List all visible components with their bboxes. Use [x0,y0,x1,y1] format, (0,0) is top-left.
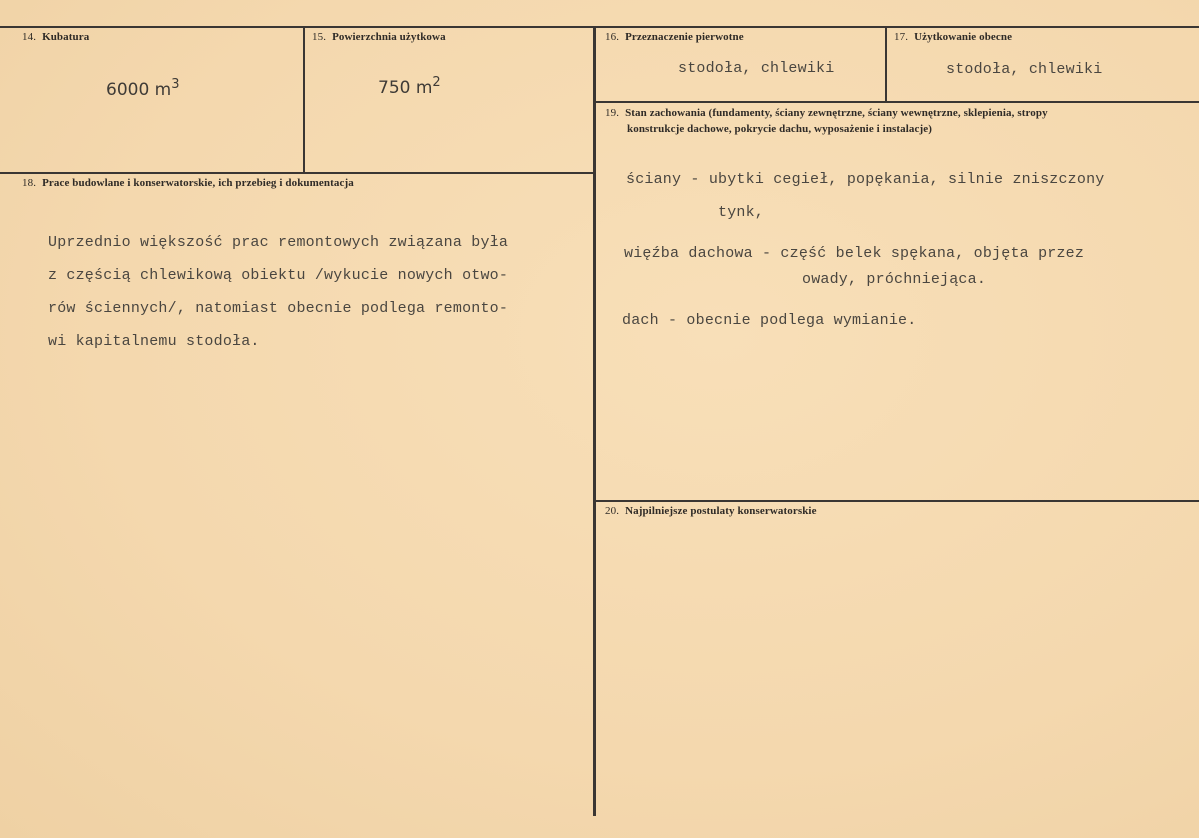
divider-14-15 [303,26,305,172]
divider-16-17 [885,26,887,102]
field-19-line-1: ściany - ubytki cegieł, popękania, silnie zniszczony [626,171,1105,188]
top-rule [0,26,1199,28]
field-19-title: Stan zachowania (fundamenty, ściany zewnętrzne, ściany wewnętrzne, sklepienia, stropy [625,107,1048,119]
field-16-value: stodoła, chlewiki [678,60,835,77]
field-15-value [378,75,441,98]
field-18-line-3: rów ściennych/, natomiast obecnie podlega remonto- [48,300,509,317]
field-18-label [22,177,354,189]
left-col-divider [593,26,596,816]
field-18-line-1: Uprzednio większość prac remontowych związana była [48,234,509,251]
field-18-line-4: wi kapitalnemu stodoła. [48,333,260,350]
field-19-line-4: owady, próchniejąca. [802,271,987,288]
field-14-value [106,77,180,100]
field-19-line-2: tynk, [718,204,765,221]
field-14-number: 14. [22,31,37,43]
field-18-line-2: z częścią chlewikową obiektu /wykucie nowych otwo- [48,267,509,284]
field-20-title: Najpilniejsze postulaty konserwatorskie [625,505,817,517]
field-20-label [605,505,817,517]
field-14-title: Kubatura [42,31,90,43]
field-18-title: Prace budowlane i konserwatorskie, ich przebieg i dokumentacja [42,177,354,189]
field-19-label-line-1 [605,105,1185,121]
rule-above-19 [594,101,1199,103]
field-20-number: 20. [605,505,620,517]
kubatura-unit-exponent: 3 [171,77,180,92]
rule-above-18 [0,172,594,174]
field-19-line-3: więźba dachowa - część belek spękana, objęta przez [624,245,1085,262]
field-17-number: 17. [894,31,909,43]
field-15-number: 15. [312,31,327,43]
field-15-label [312,31,446,43]
field-19-label-line-2: konstrukcje dachowe, pokrycie dachu, wyposażenie i instalacje) [627,123,933,135]
field-18-number: 18. [22,177,37,189]
field-16-label [605,31,744,43]
field-17-label [894,31,1012,43]
field-17-title: Użytkowanie obecne [914,31,1013,43]
field-16-title: Przeznaczenie pierwotne [625,31,744,43]
field-16-number: 16. [605,31,620,43]
rule-above-20 [594,500,1199,502]
field-14-label [22,31,89,43]
kubatura-value: 6000 m [106,80,172,100]
field-19-number: 19. [605,107,620,119]
field-15-title: Powierzchnia użytkowa [332,31,446,43]
powierzchnia-unit-exponent: 2 [432,75,441,90]
field-19-label [605,105,1185,137]
powierzchnia-value: 750 m [378,78,433,98]
field-17-value: stodoła, chlewiki [946,61,1103,78]
field-19-line-5: dach - obecnie podlega wymianie. [622,312,917,329]
